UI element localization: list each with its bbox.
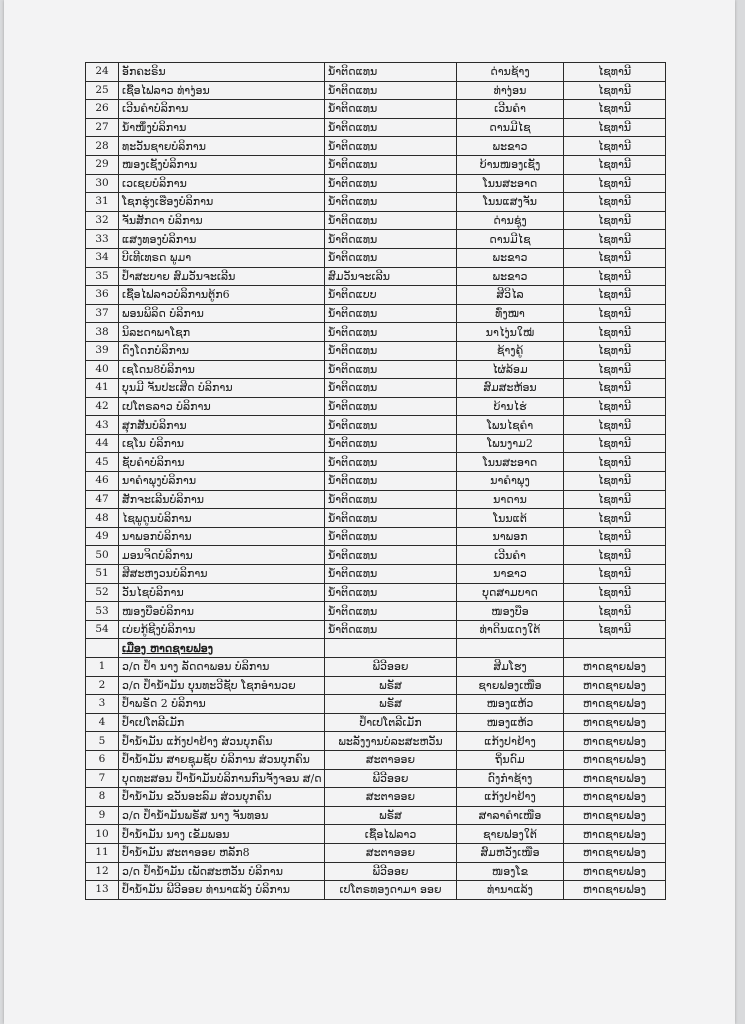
station-name: ບຸນມີ ຈັນປະເສີດ ບໍລິການ: [119, 379, 325, 398]
brand-cell: ນ້ຳຕິດແທນ: [325, 211, 457, 230]
station-name: ບຸດທະສອນ ປ້ຳນ້ຳມັນບໍລິການກົນຈັງຈອນ ສ/ດ: [119, 769, 325, 788]
table-row: [86, 360, 666, 379]
brand-cell: ນ້ຳຕິດແທນ: [325, 453, 457, 472]
village-cell: ພະຂາວ: [457, 137, 564, 156]
section-header-row-group: [86, 639, 666, 658]
village-cell: ຖິ່ນດົມ: [457, 750, 564, 769]
brand-cell: ນ້ຳຕິດແທນ: [325, 565, 457, 584]
village-cell: ໜອງບືອ: [457, 602, 564, 621]
village-cell: ດ່ານຊ້າງ: [457, 63, 564, 82]
row-number: 30: [86, 174, 119, 193]
brand-cell: ນ້ຳຕິດແທນ: [325, 509, 457, 528]
village-cell: ສີວິໄລ: [457, 286, 564, 305]
district-cell: ໄຊທານີ: [564, 509, 666, 528]
station-name: ຊັບຄຳບໍລິການ: [119, 453, 325, 472]
row-number: 1: [86, 658, 119, 677]
table-row: [86, 527, 666, 546]
table-row: [86, 193, 666, 212]
brand-cell: ນ້ຳຕິດແທນ: [325, 620, 457, 639]
brand-cell: ນ້ຳຕິດແທນ: [325, 360, 457, 379]
row-number: 13: [86, 881, 119, 900]
table-row: [86, 211, 666, 230]
row-number: 45: [86, 453, 119, 472]
district-cell: ໄຊທານີ: [564, 286, 666, 305]
row-number: 40: [86, 360, 119, 379]
station-name: ນ້ຳໜຶ່ງບໍລິການ: [119, 118, 325, 137]
station-name: ນາຄຳພຸງບໍລິການ: [119, 472, 325, 491]
row-number: 42: [86, 397, 119, 416]
village-cell: ບ້ານໄຮ່: [457, 397, 564, 416]
brand-cell: ສະຕາອອຍ: [325, 788, 457, 807]
station-name: ປ້ຳນ້ຳມັນ ພີວີອອຍ ທ່ານາແລ້ງ ບໍລິການ: [119, 881, 325, 900]
station-name: ໄຊພູດູນບໍລິການ: [119, 509, 325, 528]
row-number: 27: [86, 118, 119, 137]
brand-cell: ນ້ຳຕິດແທນ: [325, 137, 457, 156]
district-cell: ຫາດຊາຍຟອງ: [564, 713, 666, 732]
brand-cell: ນ້ຳຕິດແທນ: [325, 397, 457, 416]
table-row: [86, 620, 666, 639]
brand-cell: ເປໂຕຣທອງດາມາ ອອຍ: [325, 881, 457, 900]
village-cell: ໂພນງາມ2: [457, 434, 564, 453]
row-number: 12: [86, 862, 119, 881]
row-number: 41: [86, 379, 119, 398]
brand-cell: ນ້ຳຕິດແທນ: [325, 248, 457, 267]
district-cell: ໄຊທານີ: [564, 323, 666, 342]
brand-cell: ນ້ຳຕິດແທນ: [325, 416, 457, 435]
village-cell: ນາຄຳພຸງ: [457, 472, 564, 491]
brand-cell: ນ້ຳຕິດແທນ: [325, 602, 457, 621]
district-cell: ໄຊທານີ: [564, 81, 666, 100]
village-cell: ດົງກຳຊ້າງ: [457, 769, 564, 788]
brand-cell: ສະຕາອອຍ: [325, 843, 457, 862]
district-cell: ໄຊທານີ: [564, 155, 666, 174]
row-number: 6: [86, 750, 119, 769]
district-cell: ຫາດຊາຍຟອງ: [564, 806, 666, 825]
table-row: [86, 565, 666, 584]
station-name: ຈັນສັກດາ ບໍລິການ: [119, 211, 325, 230]
row-number: 38: [86, 323, 119, 342]
district-cell: ໄຊທານີ: [564, 490, 666, 509]
brand-cell: ພຣັສ: [325, 676, 457, 695]
village-cell: ໄຜ່ລ້ອມ: [457, 360, 564, 379]
station-name: ເຊໂນ ບໍລິການ: [119, 434, 325, 453]
station-name: ວ/ດ ປ້ຳນ້ຳມັນ ບຸນທະວີຊັບ ໂຊກອຳນວຍ: [119, 676, 325, 695]
village-cell: ນາໄງ່ນໃໝ່: [457, 323, 564, 342]
district-cell: ໄຊທານີ: [564, 602, 666, 621]
station-name: ອັກຄະຣິນ: [119, 63, 325, 82]
district-cell: ໄຊທານີ: [564, 248, 666, 267]
table-row: [86, 453, 666, 472]
station-name: ສັກຈະເລີນບໍລິການ: [119, 490, 325, 509]
row-number: 25: [86, 81, 119, 100]
district-cell: ໄຊທານີ: [564, 118, 666, 137]
brand-cell: ນ້ຳຕິດແທນ: [325, 341, 457, 360]
station-name: ບີເທີເທຣດ ພູມາ: [119, 248, 325, 267]
table-row: [86, 63, 666, 82]
table-row: [86, 230, 666, 249]
row-number: 4: [86, 713, 119, 732]
station-name: ໜອງເຊັງບໍລິການ: [119, 155, 325, 174]
row-number: 49: [86, 527, 119, 546]
station-name: ປ້ຳນ້ຳມັນ ສະຕາອອຍ ຫລັກ8: [119, 843, 325, 862]
table-row: [86, 843, 666, 862]
village-cell: ເວີນຄຳ: [457, 100, 564, 119]
village-cell: ແກ້ງປາຢ້າງ: [457, 732, 564, 751]
brand-cell: ປ້ຳເປໂຕລີເມັກ: [325, 713, 457, 732]
table-row: [86, 174, 666, 193]
district-cell: ຫາດຊາຍຟອງ: [564, 769, 666, 788]
district-cell: ໄຊທານີ: [564, 546, 666, 565]
district-cell: ຫາດຊາຍຟອງ: [564, 862, 666, 881]
row-number: 47: [86, 490, 119, 509]
village-cell: ແກ້ງປາຢ້າງ: [457, 788, 564, 807]
table-row: [86, 137, 666, 156]
district-cell: ໄຊທານີ: [564, 211, 666, 230]
brand-cell: ພຣັສ: [325, 695, 457, 714]
row-number: 50: [86, 546, 119, 565]
station-name: ປ້ຳນ້ຳມັນ ຂວັນອະລົມ ສ່ວນບຸກຄົນ: [119, 788, 325, 807]
table-row: [86, 323, 666, 342]
station-name: ໜອງບືອບໍລິການ: [119, 602, 325, 621]
table-row: [86, 658, 666, 677]
brand-cell: ນ້ຳຕິດແບບ: [325, 286, 457, 305]
brand-cell: ພຣັສ: [325, 806, 457, 825]
section-row: [86, 639, 666, 658]
village-cell: ນາພອກ: [457, 527, 564, 546]
station-name: ສຸກສັນບໍລິການ: [119, 416, 325, 435]
brand-cell: ພະລັງງານບໍລະສະຫວັນ: [325, 732, 457, 751]
table-row: [86, 490, 666, 509]
district-cell: ໄຊທານີ: [564, 434, 666, 453]
brand-cell: ນ້ຳຕິດແທນ: [325, 472, 457, 491]
brand-cell: ນ້ຳຕິດແທນ: [325, 546, 457, 565]
station-name: ເປໂຕຣລາວ ບໍລິການ: [119, 397, 325, 416]
row-number: 11: [86, 843, 119, 862]
brand-cell: ນ້ຳຕິດແທນ: [325, 174, 457, 193]
row-number: 2: [86, 676, 119, 695]
district-cell: ໄຊທານີ: [564, 472, 666, 491]
row-number: 26: [86, 100, 119, 119]
table-row: [86, 750, 666, 769]
village-cell: ສາລາຄຳເໜືອ: [457, 806, 564, 825]
table-row: [86, 695, 666, 714]
district-cell: ຫາດຊາຍຟອງ: [564, 825, 666, 844]
village-cell: ສົມຫວັງເໜືອ: [457, 843, 564, 862]
row-number: 48: [86, 509, 119, 528]
table-row: [86, 806, 666, 825]
table-body-part2: [86, 658, 666, 900]
table-row: [86, 546, 666, 565]
station-name: ເວເຊຍບໍລິການ: [119, 174, 325, 193]
district-cell: ຫາດຊາຍຟອງ: [564, 750, 666, 769]
village-cell: ພະຂາວ: [457, 267, 564, 286]
district-cell: ຫາດຊາຍຟອງ: [564, 843, 666, 862]
table-row: [86, 472, 666, 491]
table-body-part1: [86, 63, 666, 639]
brand-cell: ນ້ຳຕິດແທນ: [325, 81, 457, 100]
station-name: ວ/ດ ປ້ຳນ້ຳມັນ ເພັດສະຫວັນ ບໍລິການ: [119, 862, 325, 881]
row-number: 36: [86, 286, 119, 305]
district-cell: ໄຊທານີ: [564, 341, 666, 360]
table-row: [86, 155, 666, 174]
village-cell: ບຸດສາມບາດ: [457, 583, 564, 602]
brand-cell: ພີວີອອຍ: [325, 862, 457, 881]
table-row: [86, 304, 666, 323]
row-number: 39: [86, 341, 119, 360]
row-number: 9: [86, 806, 119, 825]
row-number: 32: [86, 211, 119, 230]
row-number: 53: [86, 602, 119, 621]
district-cell: ຫາດຊາຍຟອງ: [564, 732, 666, 751]
table-row: [86, 881, 666, 900]
row-number: 33: [86, 230, 119, 249]
section-empty-cell: [325, 639, 457, 658]
row-number: 29: [86, 155, 119, 174]
row-number: 24: [86, 63, 119, 82]
district-cell: ຫາດຊາຍຟອງ: [564, 658, 666, 677]
brand-cell: ພີວີອອຍ: [325, 769, 457, 788]
table-row: [86, 583, 666, 602]
district-cell: ໄຊທານີ: [564, 304, 666, 323]
table-row: [86, 267, 666, 286]
row-number: 54: [86, 620, 119, 639]
village-cell: ພະຂາວ: [457, 248, 564, 267]
village-cell: ຊາຍຟອງເໜືອ: [457, 676, 564, 695]
table-row: [86, 118, 666, 137]
district-cell: ໄຊທານີ: [564, 174, 666, 193]
village-cell: ສີມໂຮງ: [457, 658, 564, 677]
station-name: ນິລະດາພາໂຊກ: [119, 323, 325, 342]
village-cell: ໜອງແຫ້ວ: [457, 695, 564, 714]
district-cell: ໄຊທານີ: [564, 100, 666, 119]
district-cell: ໄຊທານີ: [564, 416, 666, 435]
brand-cell: ນ້ຳຕິດແທນ: [325, 193, 457, 212]
village-cell: ໂນນແສງຈັນ: [457, 193, 564, 212]
row-number: 31: [86, 193, 119, 212]
village-cell: ດານມີໄຊ: [457, 118, 564, 137]
brand-cell: ສົມວັນຈະເລີນ: [325, 267, 457, 286]
brand-cell: ນ້ຳຕິດແທນ: [325, 100, 457, 119]
village-cell: ໜອງໂຂ: [457, 862, 564, 881]
district-cell: ໄຊທານີ: [564, 137, 666, 156]
brand-cell: ນ້ຳຕິດແທນ: [325, 304, 457, 323]
station-name: ພອນພິລິດ ບໍລິການ: [119, 304, 325, 323]
row-number: 43: [86, 416, 119, 435]
village-cell: ຊາຍຟອງໃຕ້: [457, 825, 564, 844]
table-row: [86, 825, 666, 844]
station-name: ປ້ຳນ້ຳມັນ ສາຍຊຸມຊັບ ບໍລິການ ສ່ວນບຸກຄົນ: [119, 750, 325, 769]
brand-cell: ນ້ຳຕິດແທນ: [325, 379, 457, 398]
brand-cell: ເຊື້ອໄຟລາວ: [325, 825, 457, 844]
station-name: ວັນໄຊບໍລິການ: [119, 583, 325, 602]
district-cell: ໄຊທານີ: [564, 527, 666, 546]
row-number: 5: [86, 732, 119, 751]
station-name: ທະວັນຊາຍບໍລິການ: [119, 137, 325, 156]
table-row: [86, 676, 666, 695]
row-number: 52: [86, 583, 119, 602]
row-number: 44: [86, 434, 119, 453]
table-row: [86, 248, 666, 267]
district-cell: ໄຊທານີ: [564, 620, 666, 639]
row-number: 46: [86, 472, 119, 491]
district-cell: ໄຊທານີ: [564, 453, 666, 472]
brand-cell: ພີວີອອຍ: [325, 658, 457, 677]
village-cell: ດານມີໄຊ: [457, 230, 564, 249]
station-name: ແສງທອງບໍລິການ: [119, 230, 325, 249]
row-number: 7: [86, 769, 119, 788]
village-cell: ໂນນສະອາດ: [457, 174, 564, 193]
table-row: [86, 509, 666, 528]
station-name: ວ/ດ ປ້ຳນ້ຳມັນພຣັສ ນາງ ຈັນທອນ: [119, 806, 325, 825]
table-row: [86, 379, 666, 398]
village-cell: ໂນນແຕ້: [457, 509, 564, 528]
brand-cell: ນ້ຳຕິດແທນ: [325, 63, 457, 82]
station-name: ປ້ຳສະບາຍ ສົມວັນຈະເລີນ: [119, 267, 325, 286]
district-cell: ໄຊທານີ: [564, 397, 666, 416]
station-name: ປ້ຳເປໂຕລີເມັກ: [119, 713, 325, 732]
brand-cell: ນ້ຳຕິດແທນ: [325, 323, 457, 342]
row-number: 3: [86, 695, 119, 714]
document-page: [4, 0, 735, 1024]
row-number: 37: [86, 304, 119, 323]
district-cell: ໄຊທານີ: [564, 379, 666, 398]
section-empty-cell: [457, 639, 564, 658]
brand-cell: ນ້ຳຕິດແທນ: [325, 527, 457, 546]
table-row: [86, 286, 666, 305]
station-name: ມອນຈິດບໍລິການ: [119, 546, 325, 565]
brand-cell: ນ້ຳຕິດແທນ: [325, 230, 457, 249]
village-cell: ທ່າດິນແດງໃຕ້: [457, 620, 564, 639]
row-number: 28: [86, 137, 119, 156]
station-name: ວ/ດ ປ້ຳ ນາງ ລັດດາພອນ ບໍລິການ: [119, 658, 325, 677]
station-name: ເຊື້ອໄຟລາວ ທ່າງ່ອນ: [119, 81, 325, 100]
brand-cell: ນ້ຳຕິດແທນ: [325, 155, 457, 174]
village-cell: ດ່ານຊຸ່ງ: [457, 211, 564, 230]
village-cell: ເວີນຄຳ: [457, 546, 564, 565]
table-row: [86, 862, 666, 881]
station-name: ປ້ຳນ້ຳມັນ ແກ້ງປາຢ້າງ ສ່ວນບຸກຄົນ: [119, 732, 325, 751]
section-title: ເມືອງ ຫາດຊາຍຟອງ: [119, 639, 325, 658]
district-cell: ຫາດຊາຍຟອງ: [564, 676, 666, 695]
village-cell: ທ່ານາແລ້ງ: [457, 881, 564, 900]
table-row: [86, 732, 666, 751]
row-number: 35: [86, 267, 119, 286]
station-table: [85, 62, 666, 900]
village-cell: ໂນນສະອາດ: [457, 453, 564, 472]
station-name: ປ້ຳພຣັດ 2 ບໍລິການ: [119, 695, 325, 714]
district-cell: ຫາດຊາຍຟອງ: [564, 788, 666, 807]
station-name: ໂຊກຮຸ່ງເຮືອງບໍລິການ: [119, 193, 325, 212]
district-cell: ໄຊທານີ: [564, 63, 666, 82]
brand-cell: ນ້ຳຕິດແທນ: [325, 434, 457, 453]
section-num-cell: [86, 639, 119, 658]
brand-cell: ນ້ຳຕິດແທນ: [325, 118, 457, 137]
station-name: ປ້ຳນ້ຳມັນ ນາງ ເຂັມພອນ: [119, 825, 325, 844]
table-row: [86, 341, 666, 360]
village-cell: ທ່າງ່ອນ: [457, 81, 564, 100]
village-cell: ຊ້າງຄູ້: [457, 341, 564, 360]
district-cell: ໄຊທານີ: [564, 193, 666, 212]
district-cell: ໄຊທານີ: [564, 583, 666, 602]
village-cell: ໂພນໄຊຄຳ: [457, 416, 564, 435]
village-cell: ສົມສະຫ້ອນ: [457, 379, 564, 398]
district-cell: ໄຊທານີ: [564, 230, 666, 249]
station-name: ດົງໂດກບໍລິການ: [119, 341, 325, 360]
district-cell: ຫາດຊາຍຟອງ: [564, 695, 666, 714]
row-number: 34: [86, 248, 119, 267]
brand-cell: ສະຕາອອຍ: [325, 750, 457, 769]
district-cell: ຫາດຊາຍຟອງ: [564, 881, 666, 900]
table-row: [86, 81, 666, 100]
station-name: ສີສະຫງວນບໍລິການ: [119, 565, 325, 584]
row-number: 8: [86, 788, 119, 807]
brand-cell: ນ້ຳຕິດແທນ: [325, 490, 457, 509]
village-cell: ໜອງແຫ້ວ: [457, 713, 564, 732]
station-name: ເບ່ຍກູ້ຊີງບໍລິການ: [119, 620, 325, 639]
station-name: ເຊື້ອໄຟລາວບໍລິການຕູ້ກ6: [119, 286, 325, 305]
district-cell: ໄຊທານີ: [564, 565, 666, 584]
village-cell: ບ້ານໜອງເຊັງ: [457, 155, 564, 174]
row-number: 10: [86, 825, 119, 844]
brand-cell: ນ້ຳຕິດແທນ: [325, 583, 457, 602]
table-row: [86, 788, 666, 807]
table-row: [86, 769, 666, 788]
district-cell: ໄຊທານີ: [564, 267, 666, 286]
table-row: [86, 434, 666, 453]
station-name: ນາພອກບໍລິການ: [119, 527, 325, 546]
table-row: [86, 416, 666, 435]
table-row: [86, 602, 666, 621]
village-cell: ນາຂາວ: [457, 565, 564, 584]
table-row: [86, 100, 666, 119]
table-row: [86, 713, 666, 732]
station-name: ເວີນຄຳບໍລິການ: [119, 100, 325, 119]
village-cell: ທົ່ງໝາ: [457, 304, 564, 323]
village-cell: ນາດານ: [457, 490, 564, 509]
section-empty-cell: [564, 639, 666, 658]
district-cell: ໄຊທານີ: [564, 360, 666, 379]
station-name: ເຊໂດນ8ບໍລິການ: [119, 360, 325, 379]
row-number: 51: [86, 565, 119, 584]
table-row: [86, 397, 666, 416]
